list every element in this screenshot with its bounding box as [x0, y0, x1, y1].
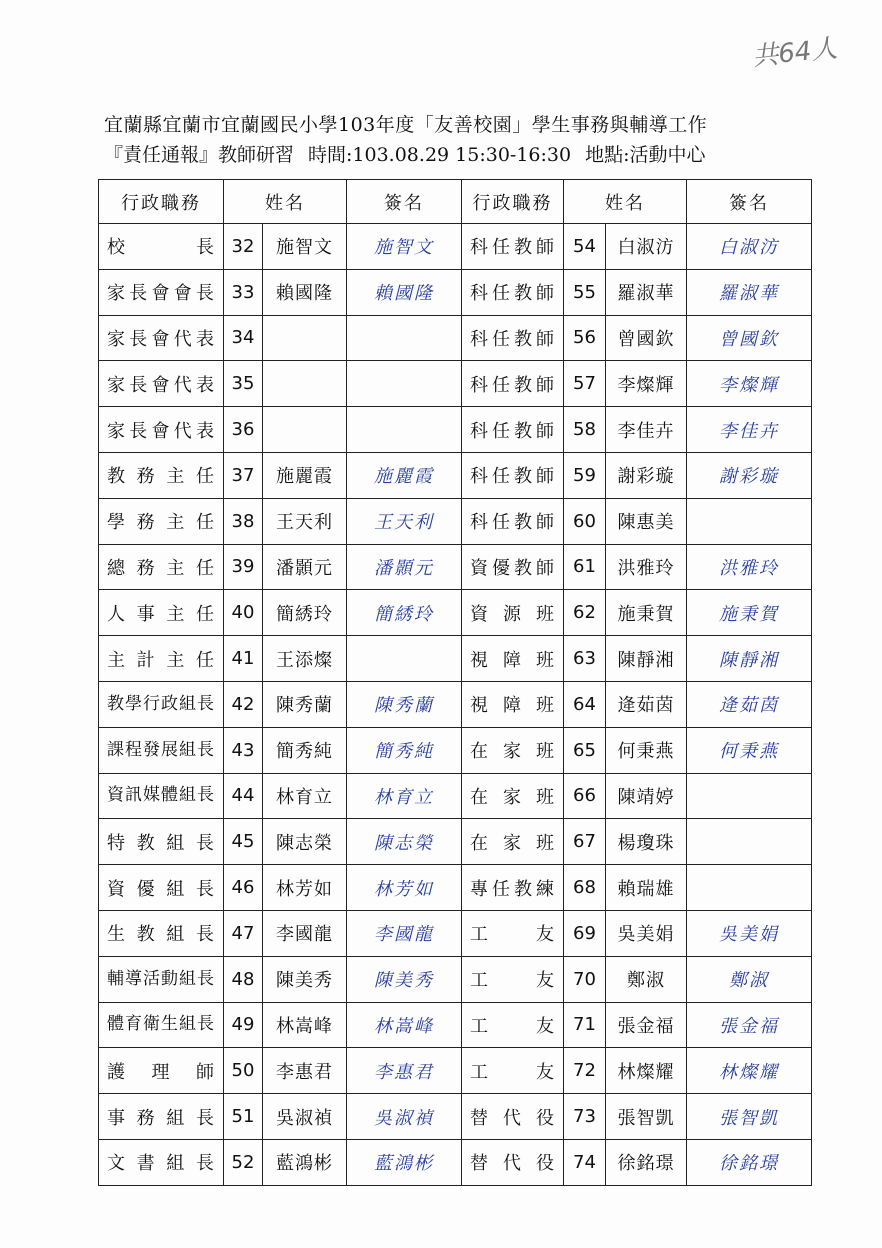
- staff-name: 簡秀純: [263, 727, 347, 773]
- staff-name: 王天利: [263, 498, 347, 544]
- seat-number: 73: [564, 1094, 606, 1140]
- seat-number: 40: [224, 590, 263, 636]
- table-row: [99, 498, 812, 544]
- role-cell: 工友: [462, 910, 564, 956]
- role-cell: 專任教練: [462, 865, 564, 911]
- staff-name: 張智凱: [606, 1094, 687, 1140]
- staff-name: 施智文: [263, 224, 347, 270]
- seat-number: 38: [224, 498, 263, 544]
- seat-number: 43: [224, 727, 263, 773]
- role-cell: 工友: [462, 956, 564, 1002]
- signature: 陳秀蘭: [347, 681, 462, 727]
- signature: 施秉賀: [687, 590, 812, 636]
- staff-name: 吳淑禎: [263, 1094, 347, 1140]
- document-title: 宜蘭縣宜蘭市宜蘭國民小學103年度「友善校園」學生事務與輔導工作: [104, 114, 708, 136]
- table-row: [99, 1094, 812, 1140]
- table-row: [99, 361, 812, 407]
- signature: 施麗霞: [347, 452, 462, 498]
- staff-name: 吳美娟: [606, 910, 687, 956]
- seat-number: 52: [224, 1139, 263, 1185]
- table-row: [99, 224, 812, 270]
- role-cell: 主計主任: [99, 636, 224, 682]
- signature: 逄茹茵: [687, 681, 812, 727]
- staff-name: 張金福: [606, 1002, 687, 1048]
- signature: 李佳卉: [687, 407, 812, 453]
- signature: 陳靜湘: [687, 636, 812, 682]
- signature: [347, 636, 462, 682]
- role-cell: 資訊媒體組長: [99, 773, 224, 819]
- event-name: 『責任通報』教師研習: [104, 144, 295, 166]
- table-row: [99, 727, 812, 773]
- seat-number: 72: [564, 1048, 606, 1094]
- table-row: [99, 773, 812, 819]
- signature: 李惠君: [347, 1048, 462, 1094]
- seat-number: 47: [224, 910, 263, 956]
- role-cell: 替代役: [462, 1139, 564, 1185]
- staff-name: 陳美秀: [263, 956, 347, 1002]
- seat-number: 49: [224, 1002, 263, 1048]
- staff-name: 陳惠美: [606, 498, 687, 544]
- signature: 張智凱: [687, 1094, 812, 1140]
- staff-name: 何秉燕: [606, 727, 687, 773]
- staff-name: 李佳卉: [606, 407, 687, 453]
- signature: 謝彩璇: [687, 452, 812, 498]
- role-cell: 科任教師: [462, 498, 564, 544]
- signature: [347, 315, 462, 361]
- seat-number: 35: [224, 361, 263, 407]
- signature: [687, 498, 812, 544]
- role-cell: 視障班: [462, 636, 564, 682]
- signature: 陳美秀: [347, 956, 462, 1002]
- staff-name: 陳靖婷: [606, 773, 687, 819]
- role-cell: 視障班: [462, 681, 564, 727]
- role-cell: 輔導活動組長: [99, 956, 224, 1002]
- table-row: [99, 636, 812, 682]
- staff-name: 李燦輝: [606, 361, 687, 407]
- table-row: [99, 1139, 812, 1185]
- signature: 王天利: [347, 498, 462, 544]
- signature: 陳志榮: [347, 819, 462, 865]
- role-cell: 體育衛生組長: [99, 1002, 224, 1048]
- signature: [347, 361, 462, 407]
- role-cell: 總務主任: [99, 544, 224, 590]
- staff-name: 簡綉玲: [263, 590, 347, 636]
- seat-number: 34: [224, 315, 263, 361]
- seat-number: 68: [564, 865, 606, 911]
- role-cell: 家長會代表: [99, 407, 224, 453]
- staff-name: 白淑汸: [606, 224, 687, 270]
- seat-number: 57: [564, 361, 606, 407]
- staff-name: 洪雅玲: [606, 544, 687, 590]
- table-row: [99, 1048, 812, 1094]
- staff-name: [263, 315, 347, 361]
- role-cell: 家長會會長: [99, 269, 224, 315]
- signature: 林芳如: [347, 865, 462, 911]
- attendance-count-note: 共64人: [750, 33, 839, 73]
- role-cell: 學務主任: [99, 498, 224, 544]
- role-cell: 課程發展組長: [99, 727, 224, 773]
- role-cell: 在家班: [462, 727, 564, 773]
- role-cell: 科任教師: [462, 361, 564, 407]
- staff-name: 施秉賀: [606, 590, 687, 636]
- role-cell: 教務主任: [99, 452, 224, 498]
- table-row: [99, 544, 812, 590]
- seat-number: 50: [224, 1048, 263, 1094]
- signature: 李國龍: [347, 910, 462, 956]
- role-cell: 人事主任: [99, 590, 224, 636]
- signature: 林燦耀: [687, 1048, 812, 1094]
- role-cell: 資源班: [462, 590, 564, 636]
- seat-number: 60: [564, 498, 606, 544]
- table-row: [99, 407, 812, 453]
- role-cell: 生教組長: [99, 910, 224, 956]
- signature: 藍鴻彬: [347, 1139, 462, 1185]
- seat-number: 61: [564, 544, 606, 590]
- role-cell: 教學行政組長: [99, 681, 224, 727]
- signature: [347, 407, 462, 453]
- staff-name: 陳靜湘: [606, 636, 687, 682]
- signature: 林育立: [347, 773, 462, 819]
- signature: 白淑汸: [687, 224, 812, 270]
- seat-number: 59: [564, 452, 606, 498]
- seat-number: 74: [564, 1139, 606, 1185]
- staff-name: 林芳如: [263, 865, 347, 911]
- staff-name: 李惠君: [263, 1048, 347, 1094]
- table-row: [99, 1002, 812, 1048]
- col-header-signature: 簽名: [347, 180, 462, 224]
- event-time: 時間:103.08.29 15:30-16:30: [308, 144, 572, 166]
- signature: 何秉燕: [687, 727, 812, 773]
- role-cell: 科任教師: [462, 407, 564, 453]
- staff-name: 李國龍: [263, 910, 347, 956]
- role-cell: 事務組長: [99, 1094, 224, 1140]
- seat-number: 71: [564, 1002, 606, 1048]
- staff-name: 賴瑞雄: [606, 865, 687, 911]
- col-header-role: 行政職務: [99, 180, 224, 224]
- signature: 賴國隆: [347, 269, 462, 315]
- role-cell: 家長會代表: [99, 361, 224, 407]
- col-header-name-right: 姓名: [564, 180, 687, 224]
- role-cell: 護理師: [99, 1048, 224, 1094]
- signature: [687, 819, 812, 865]
- role-cell: 替代役: [462, 1094, 564, 1140]
- role-cell: 工友: [462, 1002, 564, 1048]
- seat-number: 41: [224, 636, 263, 682]
- col-header-role-right: 行政職務: [462, 180, 564, 224]
- signature: 曾國欽: [687, 315, 812, 361]
- staff-name: [263, 407, 347, 453]
- event-place: 地點:活動中心: [585, 144, 706, 166]
- staff-name: 賴國隆: [263, 269, 347, 315]
- signature: 徐銘璟: [687, 1139, 812, 1185]
- staff-name: 徐銘璟: [606, 1139, 687, 1185]
- staff-name: [263, 361, 347, 407]
- signature: 吳美娟: [687, 910, 812, 956]
- table-row: [99, 681, 812, 727]
- seat-number: 66: [564, 773, 606, 819]
- signature: [687, 865, 812, 911]
- role-cell: 科任教師: [462, 315, 564, 361]
- staff-name: 鄭淑: [606, 956, 687, 1002]
- seat-number: 62: [564, 590, 606, 636]
- table-row: [99, 956, 812, 1002]
- col-header-signature-right: 簽名: [687, 180, 812, 224]
- signature: 林嵩峰: [347, 1002, 462, 1048]
- seat-number: 67: [564, 819, 606, 865]
- role-cell: 資優教師: [462, 544, 564, 590]
- staff-name: 施麗霞: [263, 452, 347, 498]
- signature: 羅淑華: [687, 269, 812, 315]
- table-row: [99, 269, 812, 315]
- attendance-table: [98, 179, 812, 1186]
- seat-number: 45: [224, 819, 263, 865]
- seat-number: 65: [564, 727, 606, 773]
- seat-number: 63: [564, 636, 606, 682]
- role-cell: 科任教師: [462, 224, 564, 270]
- seat-number: 44: [224, 773, 263, 819]
- signature: 鄭淑: [687, 956, 812, 1002]
- staff-name: 楊瓊珠: [606, 819, 687, 865]
- table-row: [99, 590, 812, 636]
- staff-name: 藍鴻彬: [263, 1139, 347, 1185]
- seat-number: 54: [564, 224, 606, 270]
- role-cell: 家長會代表: [99, 315, 224, 361]
- staff-name: 羅淑華: [606, 269, 687, 315]
- signature: 張金福: [687, 1002, 812, 1048]
- staff-name: 林嵩峰: [263, 1002, 347, 1048]
- staff-name: 林育立: [263, 773, 347, 819]
- seat-number: 64: [564, 681, 606, 727]
- table-row: [99, 910, 812, 956]
- seat-number: 36: [224, 407, 263, 453]
- signature: 施智文: [347, 224, 462, 270]
- table-header-row: [99, 180, 812, 224]
- role-cell: 特教組長: [99, 819, 224, 865]
- signature: [687, 773, 812, 819]
- table-row: [99, 865, 812, 911]
- role-cell: 校長: [99, 224, 224, 270]
- seat-number: 46: [224, 865, 263, 911]
- signature: 吳淑禎: [347, 1094, 462, 1140]
- seat-number: 48: [224, 956, 263, 1002]
- col-header-name: 姓名: [224, 180, 347, 224]
- seat-number: 55: [564, 269, 606, 315]
- signature: 潘顥元: [347, 544, 462, 590]
- seat-number: 70: [564, 956, 606, 1002]
- role-cell: 科任教師: [462, 452, 564, 498]
- staff-name: 曾國欽: [606, 315, 687, 361]
- role-cell: 在家班: [462, 773, 564, 819]
- seat-number: 37: [224, 452, 263, 498]
- table-row: [99, 452, 812, 498]
- staff-name: 林燦耀: [606, 1048, 687, 1094]
- signature: 洪雅玲: [687, 544, 812, 590]
- role-cell: 工友: [462, 1048, 564, 1094]
- role-cell: 科任教師: [462, 269, 564, 315]
- seat-number: 58: [564, 407, 606, 453]
- table-row: [99, 315, 812, 361]
- seat-number: 51: [224, 1094, 263, 1140]
- staff-name: 謝彩璇: [606, 452, 687, 498]
- seat-number: 39: [224, 544, 263, 590]
- event-info: [104, 140, 720, 167]
- role-cell: 文書組長: [99, 1139, 224, 1185]
- signature: 簡秀純: [347, 727, 462, 773]
- staff-name: 陳秀蘭: [263, 681, 347, 727]
- seat-number: 56: [564, 315, 606, 361]
- seat-number: 42: [224, 681, 263, 727]
- signature: 簡綉玲: [347, 590, 462, 636]
- table-row: [99, 819, 812, 865]
- staff-name: 王添燦: [263, 636, 347, 682]
- signature: 李燦輝: [687, 361, 812, 407]
- staff-name: 潘顥元: [263, 544, 347, 590]
- seat-number: 69: [564, 910, 606, 956]
- seat-number: 33: [224, 269, 263, 315]
- seat-number: 32: [224, 224, 263, 270]
- role-cell: 在家班: [462, 819, 564, 865]
- staff-name: 陳志榮: [263, 819, 347, 865]
- staff-name: 逄茹茵: [606, 681, 687, 727]
- role-cell: 資優組長: [99, 865, 224, 911]
